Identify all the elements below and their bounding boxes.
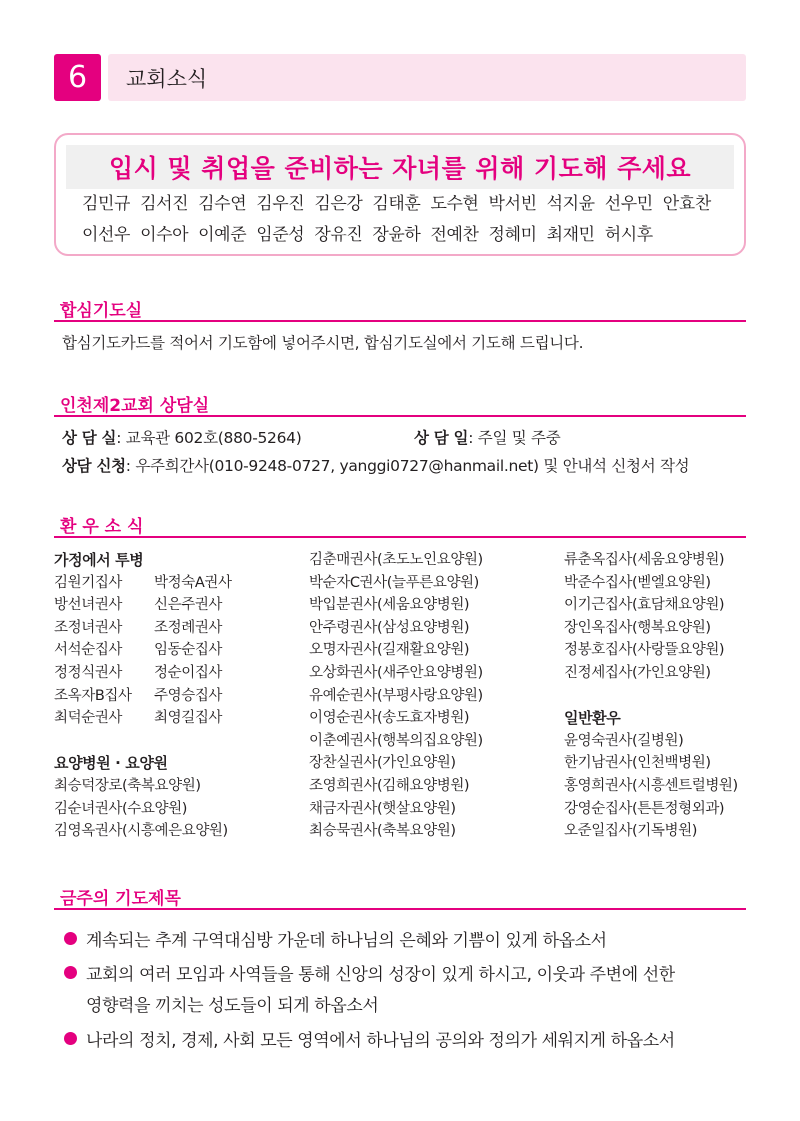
counsel-day-label: 상 담 일 [414,429,469,447]
patient-name: 장인옥집사(행복요양원) [564,619,711,636]
patient-name: 박순자C권사(늘푸른요양원) [309,574,479,591]
counsel-apply-value: : 우주희간사(010-9248-0727, yanggi0727@hanmail.net) 및 안내석 신청서 작성 [125,457,690,475]
nursing-list-3 [564,549,738,685]
patient-name: 유예순권사(부평사랑요양원) [309,687,483,704]
home-care-list [54,572,264,730]
patients-column-2 [309,549,483,843]
student-name: 장윤하 [372,225,421,245]
student-name: 이수아 [140,225,189,245]
prayer-item-3-text: 나라의 정치, 경제, 사회 모든 영역에서 하나님의 공의와 정의가 세워지게 하옵소서 [86,1031,675,1051]
bullet-icon [64,932,77,945]
patient-name: 류춘옥집사(세움요양병원) [564,552,725,568]
patients-section-title: 환 우 소 식 [54,512,746,538]
nursing-heading: 요양병원 · 요양원 [54,754,168,773]
patient-name: 장찬실권사(가인요양원) [309,755,456,772]
patient-name: 정봉호집사(사랑뜰요양원) [564,642,725,659]
prayer-item-1-text: 계속되는 추계 구역대심방 가운데 하나님의 은혜와 기쁨이 있게 하옵소서 [86,931,607,951]
patient-name: 정정식권사 [54,664,123,681]
patient-name: 오준일집사(기독병원) [564,823,697,840]
prayer-item-3 [64,1026,675,1051]
patient-name: 최영길집사 [154,710,223,727]
nursing-list-2 [309,549,483,843]
patient-name: 신은주권사 [154,597,223,614]
patient-name: 오상화권사(새주안요양병원) [309,664,483,681]
counsel-section-title: 인천제2교회 상담실 [54,391,746,417]
student-name: 김수연 [198,194,247,214]
prayer-item-2-text-line2: 영향력을 끼치는 성도들이 되게 하옵소서 [86,996,379,1016]
patient-name: 방선녀권사 [54,597,123,614]
student-name: 박서빈 [488,194,537,214]
patient-name: 박준수집사(벧엘요양원) [564,574,711,591]
student-name: 허시후 [604,225,653,245]
prayer-request-title: 입시 및 취업을 준비하는 자녀를 위해 기도해 주세요 [66,145,734,189]
patient-name: 김원기집사 [54,574,123,591]
patient-name: 서석순집사 [54,642,123,659]
student-name: 선우민 [604,194,653,214]
patient-name: 박정숙A권사 [154,574,232,591]
bullet-icon [64,966,77,979]
patient-name: 조옥자B집사 [54,687,132,704]
counsel-place-value: : 교육관 602호(880-5264) [116,429,302,447]
weekly-prayer-title: 금주의 기도제목 [54,884,746,910]
student-names-row-2 [82,220,663,245]
student-name: 김태훈 [372,194,421,214]
student-names-row-1 [82,189,721,214]
patient-name: 최덕순권사 [54,710,123,727]
hapsim-description: 합심기도카드를 적어서 기도함에 넣어주시면, 합심기도실에서 기도해 드립니다. [62,334,584,352]
nursing-list-1 [54,775,264,843]
counsel-day-value: : 주일 및 주중 [468,429,561,447]
student-name: 이예준 [198,225,247,245]
counsel-apply-label: 상담 신청 [62,457,126,475]
general-patients-list [564,730,738,843]
student-name: 임준성 [256,225,305,245]
home-care-heading: 가정에서 투병 [54,551,144,569]
student-name: 안효찬 [662,194,711,214]
patient-name: 박입분권사(세움요양병원) [309,597,470,614]
counsel-place [62,426,302,448]
prayer-item-2 [64,960,675,985]
student-name: 김서진 [140,194,189,214]
patient-name: 김영옥권사(시흥예은요양원) [54,823,228,840]
student-name: 최재민 [546,225,595,245]
prayer-item-2-text-line1: 교회의 여러 모임과 사역들을 통해 신앙의 성장이 있게 하시고, 이웃과 주변에 선한 [86,965,675,985]
student-name: 이선우 [82,225,131,245]
bullet-icon [64,1032,77,1045]
hapsim-section-title: 합심기도실 [54,296,746,322]
student-name: 김민규 [82,194,131,214]
patient-name: 조정례권사 [154,619,223,636]
student-name: 전예찬 [430,225,479,245]
patient-name: 안주령권사(삼성요양병원) [309,619,470,636]
patients-column-1 [54,549,264,843]
patient-name: 조영희권사(김해요양병원) [309,777,470,794]
student-name: 장유진 [314,225,363,245]
patient-name: 윤영숙권사(길병원) [564,732,684,749]
patient-name: 조정녀권사 [54,619,123,636]
counsel-day [414,426,560,448]
patient-name: 이춘예권사(행복의집요양원) [309,732,483,749]
patient-name: 최승덕장로(축복요양원) [54,777,201,794]
counsel-place-label: 상 담 실 [62,429,117,447]
page-number: 6 [54,54,101,101]
general-patients-heading: 일반환우 [564,709,621,728]
section-title: 교회소식 [126,66,208,91]
section-header [108,54,746,101]
patient-name: 강영순집사(튼튼정형외과) [564,800,725,817]
counsel-apply [62,454,689,476]
patient-name: 채금자권사(햇살요양원) [309,800,456,817]
patient-name: 한기남권사(인천백병원) [564,755,711,772]
patient-name: 오명자권사(길재활요양원) [309,642,470,659]
patient-name: 임동순집사 [154,642,223,659]
patient-name: 진정세집사(가인요양원) [564,664,711,681]
student-name: 도수현 [430,194,479,214]
student-name: 석지윤 [546,194,595,214]
prayer-request-box [54,133,746,256]
patient-name: 홍영희권사(시흥센트럴병원) [564,777,738,794]
patient-name: 김순녀권사(수요양원) [54,800,187,817]
patient-name: 주영승집사 [154,687,223,704]
patient-name: 이기근집사(효담채요양원) [564,597,725,614]
patient-name: 최승묵권사(축복요양원) [309,823,456,840]
patients-column-3 [564,549,738,843]
student-name: 김우진 [256,194,305,214]
student-name: 정혜미 [488,225,537,245]
patient-name: 정순이집사 [154,664,223,681]
prayer-item-1 [64,926,607,951]
student-name: 김은강 [314,194,363,214]
patient-name: 이영순권사(송도효자병원) [309,710,470,727]
patient-name: 김춘매권사(초도노인요양원) [309,552,483,568]
